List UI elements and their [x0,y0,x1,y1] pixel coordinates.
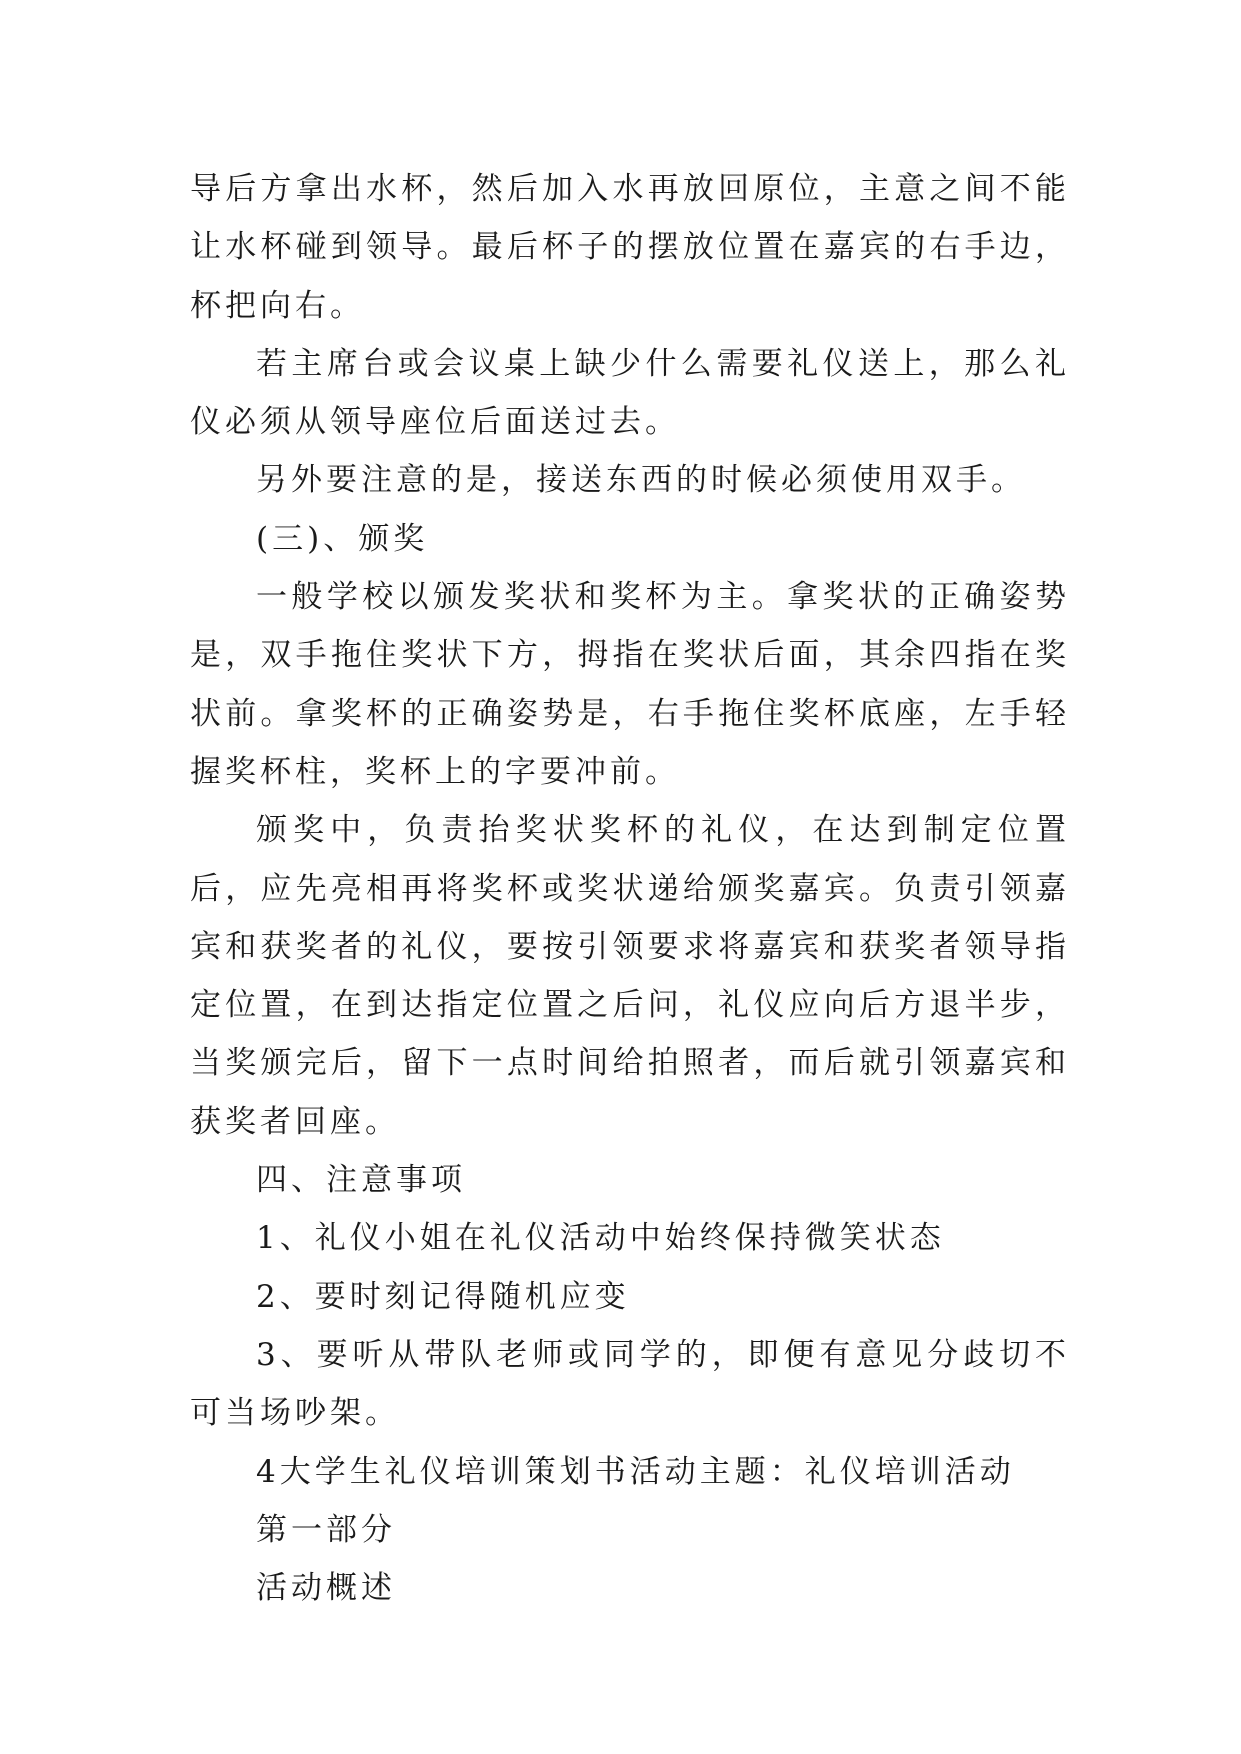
document-body [190,160,1070,1617]
overview-heading: 活动概述 [256,1570,396,1607]
paragraph-continued: 导后方拿出水杯，然后加入水再放回原位，主意之间不能让水杯碰到领导。最后杯子的摆放位置在嘉宾的右手边，杯把向右。 [190,171,1070,324]
section-heading-notes: 四、注意事项 [256,1162,466,1199]
section-heading-plan: 4大学生礼仪培训策划书活动主题：礼仪培训活动 [256,1453,1015,1490]
list-item-2: 2、要时刻记得随机应变 [256,1278,630,1315]
paragraph-both-hands: 另外要注意的是，接送东西的时候必须使用双手。 [256,462,1026,499]
list-item-3: 3、要听从带队老师或同学的，即便有意见分歧切不可当场吵架。 [190,1336,1070,1432]
list-item-1: 1、礼仪小姐在礼仪活动中始终保持微笑状态 [256,1220,945,1257]
section-heading-awards: (三)、颁奖 [256,520,429,557]
paragraph-award-procedure: 颁奖中，负责抬奖状奖杯的礼仪，在达到制定位置后，应先亮相再将奖杯或奖状递给颁奖嘉宾。负责引领嘉宾和获奖者的礼仪，要按引领要求将嘉宾和获奖者领导指定位置，在到达指定位置之后问，礼仪应向后方退半步，当奖颁完后，留下一点时间给拍照者，而后就引领嘉宾和获奖者回座。 [190,812,1070,1140]
part-heading: 第一部分 [256,1511,396,1548]
paragraph-award-posture: 一般学校以颁发奖状和奖杯为主。拿奖状的正确姿势是，双手拖住奖状下方，拇指在奖状后面，其余四指在奖状前。拿奖杯的正确姿势是，右手拖住奖杯底座，左手轻握奖杯柱，奖杯上的字要冲前。 [190,579,1070,790]
paragraph-delivery-route: 若主席台或会议桌上缺少什么需要礼仪送上，那么礼仪必须从领导座位后面送过去。 [190,345,1070,441]
